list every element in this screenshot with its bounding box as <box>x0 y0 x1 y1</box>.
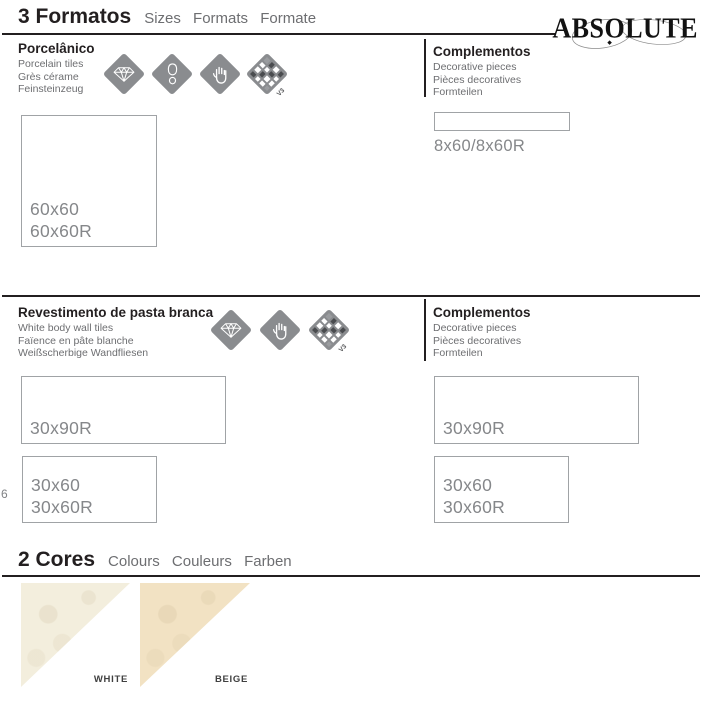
tile-30x60-right <box>434 456 569 523</box>
hand-icon <box>197 51 243 97</box>
complementos-2-heading-block <box>433 305 593 360</box>
swatch-beige <box>140 583 250 687</box>
gem-badge: R <box>213 340 222 349</box>
tile-60x60-size-2: 60x60R <box>30 221 93 241</box>
swatch-white-color <box>21 583 130 687</box>
shade-variation-icon <box>306 307 352 353</box>
porcelanico-title: Porcelânico <box>18 41 95 56</box>
tile-30x60-right-size-2: 30x60R <box>443 497 506 517</box>
formatos-subtitle: Sizes Formats Formate <box>144 10 317 27</box>
page-number: 6 <box>1 487 8 501</box>
shade-variation-icon <box>244 51 290 97</box>
complementos-2-sub-en: Decorative pieces <box>433 322 517 334</box>
hand-icon <box>257 307 303 353</box>
gem-rating-icon <box>208 307 254 353</box>
hand-glyph <box>257 307 303 353</box>
complementos-2-sub-fr: Pièces decoratives <box>433 334 522 347</box>
complementos-1-sub-en: Decorative pieces <box>433 61 517 73</box>
complementos-1-sub-de: Formteilen <box>433 86 483 98</box>
gem-badge: R <box>106 84 115 93</box>
swatch-white <box>21 583 130 687</box>
tile-60x60-size-1: 60x60 <box>30 199 80 219</box>
shade-variation-badge: V3 <box>337 343 349 354</box>
cores-rule <box>2 575 700 577</box>
tile-8x60 <box>434 112 570 131</box>
cores-subtitle: Colours Couleurs Farben <box>108 553 292 570</box>
formatos-heading <box>18 5 316 29</box>
pasta-branca-sub-de: Weißscherbige Wandfliesen <box>18 347 149 359</box>
porcelanico-sub-en: Porcelain tiles <box>18 58 84 70</box>
footprint-glyph <box>149 51 195 97</box>
tile-30x90-right-size: 30x90R <box>443 418 506 438</box>
tile-30x60-right-size-1: 30x60 <box>443 475 493 495</box>
section-2-rule <box>2 295 700 297</box>
tile-30x90-right <box>434 376 639 444</box>
column-divider-1 <box>424 39 426 97</box>
tile-30x60-left-size-2: 30x60R <box>31 497 94 517</box>
tile-30x90-left <box>21 376 226 444</box>
complementos-1-heading-block <box>433 44 593 99</box>
tile-8x60-size: 8x60/8x60R <box>434 137 526 155</box>
swatch-beige-label: BEIGE <box>214 674 248 685</box>
tile-60x60 <box>21 115 157 247</box>
porcelanico-sub-de: Feinsteinzeug <box>18 83 84 95</box>
formatos-title: 3 Formatos <box>18 5 132 28</box>
pasta-branca-title: Revestimento de pasta branca <box>18 305 214 320</box>
shade-variation-badge: V3 <box>275 87 287 98</box>
pasta-branca-sub-fr: Faïence en pâte blanche <box>18 334 134 347</box>
logo-text: ABSOLUTE <box>552 12 698 45</box>
tile-30x60-left <box>22 456 157 523</box>
gem-rating-icon <box>101 51 147 97</box>
complementos-1-sub-fr: Pièces decoratives <box>433 73 522 86</box>
cores-heading <box>18 548 292 572</box>
pasta-branca-sub-en: White body wall tiles <box>18 322 114 334</box>
tile-30x90-left-size: 30x90R <box>30 418 93 438</box>
complementos-2-sub-de: Formteilen <box>433 347 483 359</box>
header-rule <box>2 33 556 35</box>
pasta-branca-heading-block <box>18 305 238 360</box>
column-divider-2 <box>424 299 426 361</box>
footprint-icon <box>149 51 195 97</box>
swatch-beige-color <box>140 583 250 687</box>
swatch-white-label: WHITE <box>93 674 128 685</box>
cores-title: 2 Cores <box>18 548 96 571</box>
hand-glyph <box>197 51 243 97</box>
complementos-1-title: Complementos <box>433 44 531 59</box>
tile-30x60-left-size-1: 30x60 <box>31 475 81 495</box>
porcelanico-sub-fr: Grès cérame <box>18 70 79 83</box>
complementos-2-title: Complementos <box>433 305 531 320</box>
